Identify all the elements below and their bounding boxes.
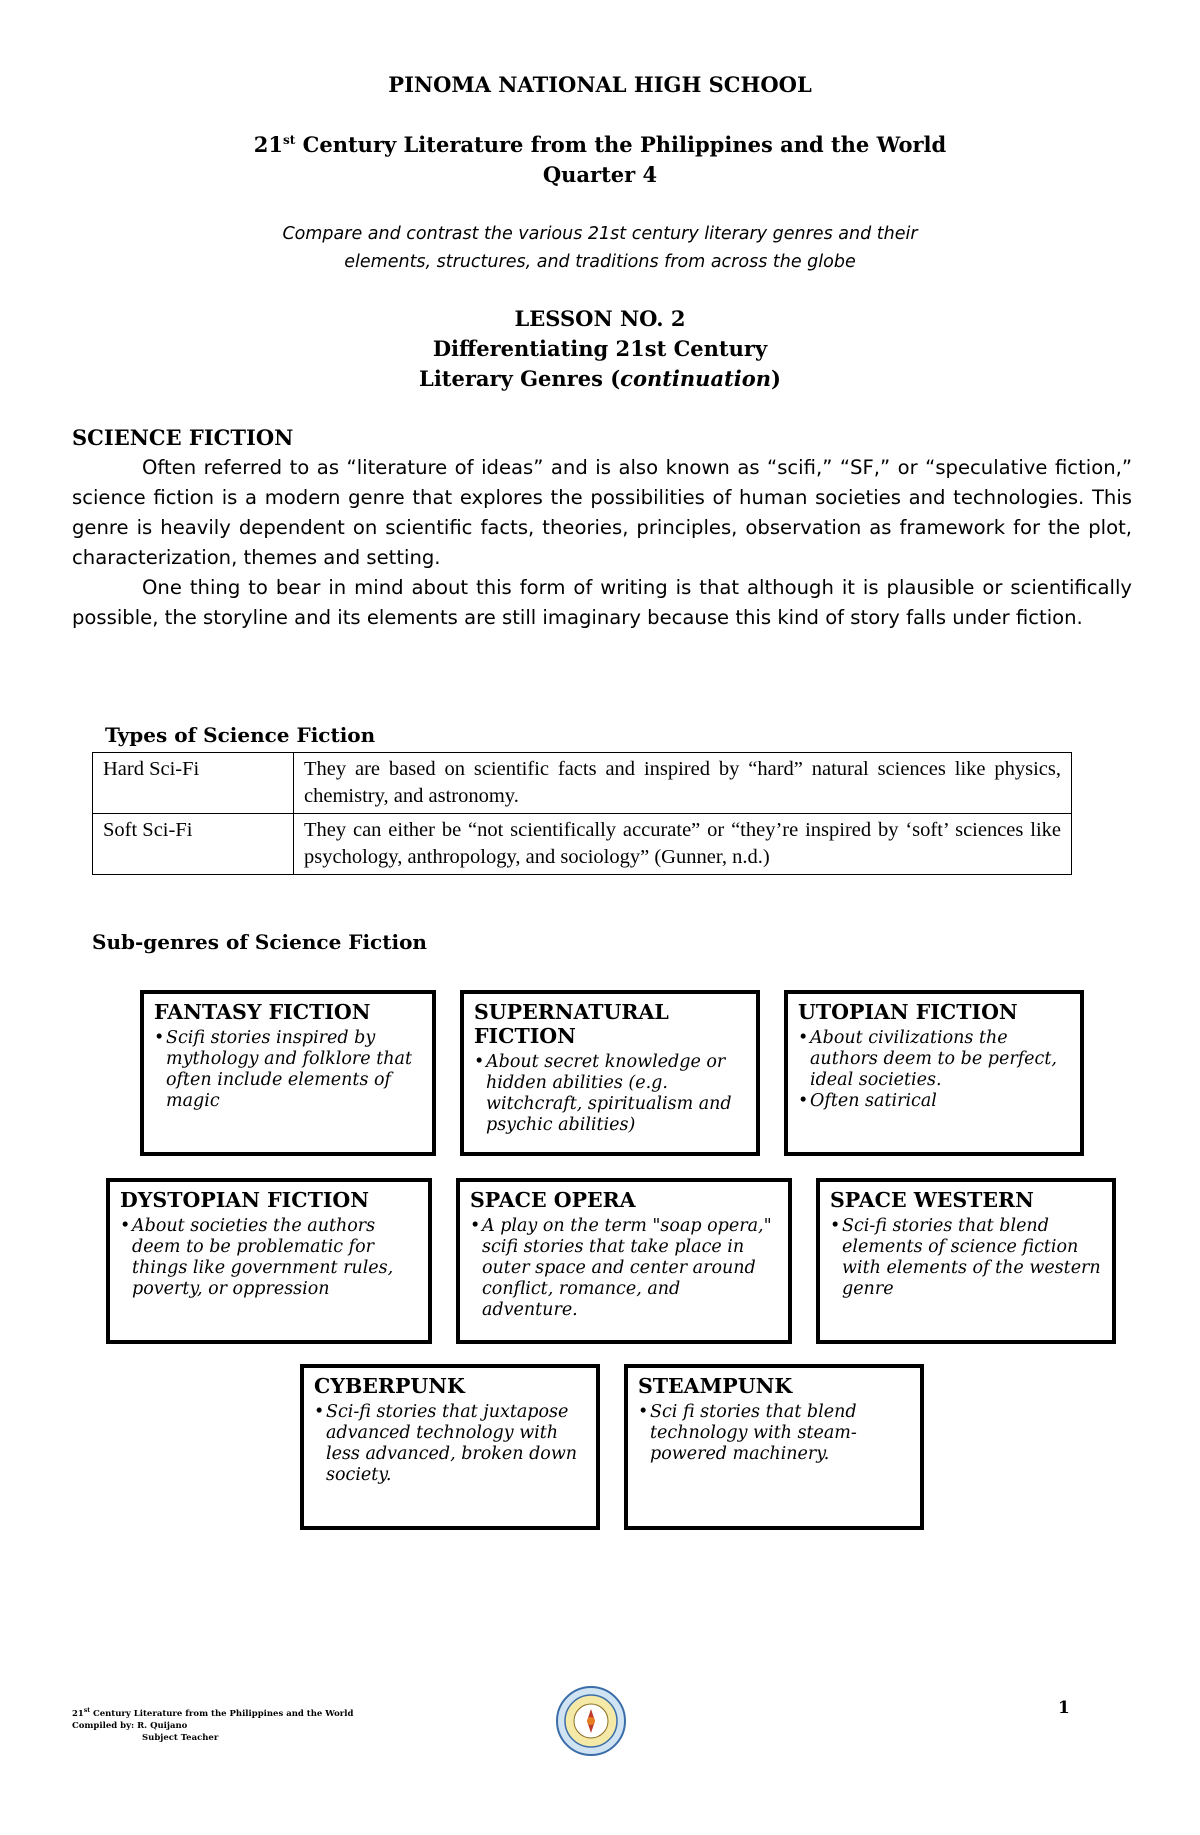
card-bullets <box>314 1402 586 1486</box>
school-name: PINOMA NATIONAL HIGH SCHOOL <box>388 72 812 97</box>
card-title: CYBERPUNK <box>314 1374 465 1398</box>
card-bullet: • Sci-fi stories that juxtapose advanced technology with less advanced, broken down society. <box>314 1402 586 1486</box>
card-bullet: • Sci-fi stories that blend elements of science fiction with elements of the western genre <box>830 1216 1102 1300</box>
table-row <box>93 814 1072 875</box>
card-bullet: • A play on the term "soap opera," scifi stories that take place in outer space and center around conflict, romance, and adventure. <box>470 1216 778 1321</box>
footer-course-sup: st <box>83 1707 90 1714</box>
card-bullet: • About secret knowledge or hidden abilities (e.g. witchcraft, spiritualism and psychic abilities) <box>474 1052 746 1136</box>
objective-line-1: Compare and contrast the various 21st century literary genres and their <box>282 224 918 244</box>
paragraph-1: Often referred to as “literature of ideas” and is also known as “scifi,” “SF,” or “speculative fiction,” science fiction is a modern genre that explores the possibilities of human societies and technologies. This genre is heavily dependent on scientific facts, theories, principles, observation as framework for the plot, characterization, themes and setting. <box>72 456 1132 569</box>
subgenre-card-space-western <box>816 1178 1116 1344</box>
subgenre-card-space-opera <box>456 1178 792 1344</box>
footer-course-prefix: 21 <box>72 1708 84 1719</box>
description-cell: They can either be “not scientifically accurate” or “they’re inspired by ‘soft’ sciences like psychology, anthropology, and sociology” (Gunner, n.d.) <box>294 814 1072 875</box>
card-title: UTOPIAN FICTION <box>798 1000 1018 1024</box>
section-body <box>72 453 1132 633</box>
card-bullet: • Sci fi stories that blend technology with steam-powered machinery. <box>638 1402 910 1465</box>
quarter: Quarter 4 <box>542 162 658 187</box>
footer-role: Subject Teacher <box>142 1732 219 1743</box>
card-bullets <box>638 1402 910 1465</box>
subgenre-card-utopian <box>784 990 1084 1156</box>
card-bullet: • Scifi stories inspired by mythology and folklore that often include elements of magic <box>154 1028 422 1112</box>
paragraph-2: One thing to bear in mind about this form of writing is that although it is plausible or scientifically possible, the storyline and its elements are still imaginary because this kind of story falls under fiction. <box>72 576 1132 629</box>
course-title-rest: Century Literature from the Philippines and the World <box>295 132 947 157</box>
types-table-title: Types of Science Fiction <box>105 723 376 747</box>
card-title: SPACE WESTERN <box>830 1188 1034 1212</box>
page-number: 1 <box>1058 1698 1070 1718</box>
subgenre-card-fantasy <box>140 990 436 1156</box>
course-title-sup: st <box>283 133 296 147</box>
lesson-title-prefix: Literary Genres ( <box>419 366 621 391</box>
card-bullets <box>470 1216 778 1321</box>
course-title <box>0 132 1200 157</box>
subgenres-title: Sub-genres of Science Fiction <box>92 930 427 954</box>
type-cell: Soft Sci-Fi <box>93 814 294 875</box>
objective-line-2: elements, structures, and traditions from across the globe <box>344 252 856 272</box>
subgenre-card-dystopian <box>106 1178 432 1344</box>
card-bullets <box>154 1028 422 1112</box>
subgenre-card-supernatural <box>460 990 760 1156</box>
footer-course <box>72 1705 353 1720</box>
footer-info <box>72 1705 353 1744</box>
subgenre-card-cyberpunk <box>300 1364 600 1530</box>
card-bullet: • About societies the authors deem to be problematic for things like government rules, poverty, or oppression <box>120 1216 418 1300</box>
card-bullets <box>474 1052 746 1136</box>
subgenre-card-steampunk <box>624 1364 924 1530</box>
table-row <box>93 753 1072 814</box>
lesson-number: LESSON NO. 2 <box>514 306 686 331</box>
section-heading: SCIENCE FICTION <box>72 425 294 450</box>
card-title: FANTASY FICTION <box>154 1000 371 1024</box>
lesson-title-line-2 <box>0 366 1200 391</box>
footer-course-rest: Century Literature from the Philippines and the World <box>90 1708 354 1719</box>
lesson-title-italic: continuation <box>620 366 772 391</box>
card-title: SUPERNATURAL FICTION <box>474 1000 669 1048</box>
school-seal-icon <box>555 1685 627 1757</box>
card-bullet: • About civilizations the authors deem to be perfect, ideal societies. <box>798 1028 1070 1091</box>
footer-compiled: Compiled by: R. Quijano <box>72 1720 188 1731</box>
card-bullets <box>120 1216 418 1300</box>
card-bullet: • Often satirical <box>798 1091 1070 1112</box>
card-title: DYSTOPIAN FICTION <box>120 1188 370 1212</box>
card-bullets <box>798 1028 1070 1112</box>
lesson-title-line-1: Differentiating 21st Century <box>432 336 768 361</box>
type-cell: Hard Sci-Fi <box>93 753 294 814</box>
types-table <box>92 752 1072 875</box>
lesson-title-suffix: ) <box>771 366 781 391</box>
card-bullets <box>830 1216 1102 1300</box>
card-title: STEAMPUNK <box>638 1374 793 1398</box>
course-title-prefix: 21 <box>253 132 284 157</box>
card-title: SPACE OPERA <box>470 1188 636 1212</box>
description-cell: They are based on scientific facts and inspired by “hard” natural sciences like physics, chemistry, and astronomy. <box>294 753 1072 814</box>
